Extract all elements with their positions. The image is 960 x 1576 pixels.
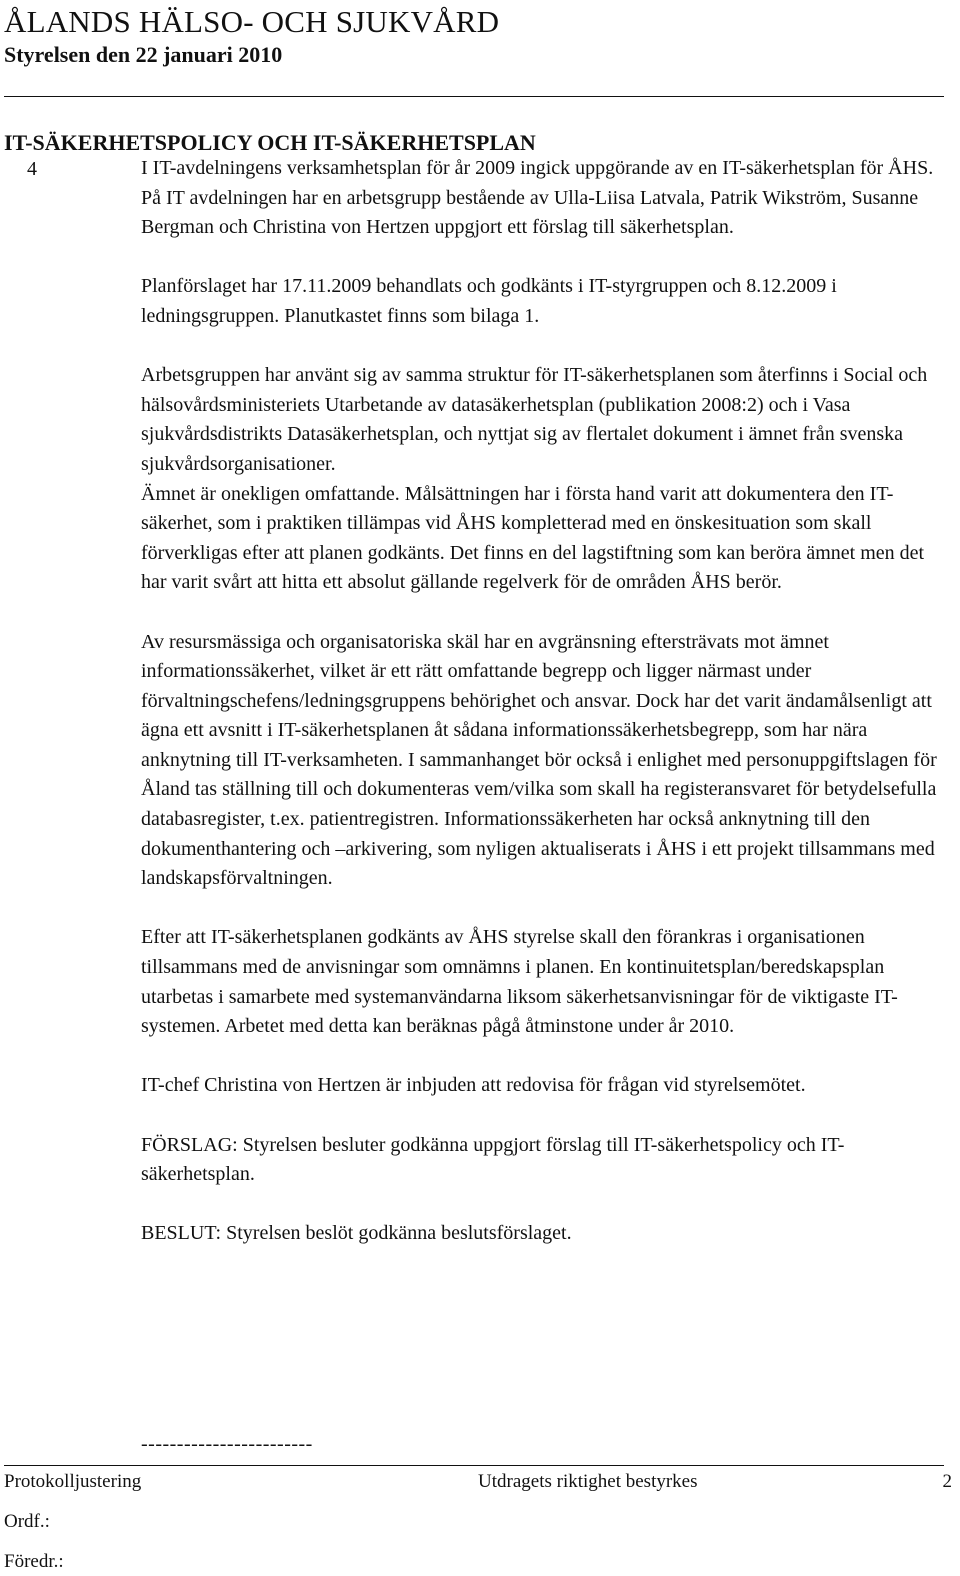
paragraph-delimitation: Av resursmässiga och organisatoriska skäl har en avgränsning eftersträvats mot ämnet informationssäkerhet, vilket är ett rätt omfattande begrepp och ligger närmast under förvaltningschefens/ledningsgruppens behörighet och ansvar. Dock har det varit ändamålsenligt att ägna ett avsnitt i IT-säkerhetsplanen åt sådana informationssäkerhetsbegrepp, som har nära anknytning till IT-verksamheten. I sammanhanget bör också i enlighet med personuppgiftslagen för Åland tas ställning till och dokumenteras vem/vilka som skall ha registeransvaret för betydelsefulla databasregister, t.ex. patientregistren. Informationssäkerheten har också anknytning till den dokumenthantering och –arkivering, som nyligen aktualiserats i ÅHS i ett projekt tillsammans med landskapsförvaltningen. [141, 630, 937, 890]
paragraph-background: I IT-avdelningens verksamhetsplan för år 2009 ingick uppgörande av en IT-säkerhetsplan för ÅHS. På IT avdelningen har en arbetsgrupp bestående av Ulla-Liisa Latvala, Patrik Wikström, Susanne Bergman och Christina von Hertzen uppgjort ett förslag till säkerhetsplan. [141, 157, 934, 239]
section-heading: IT-SÄKERHETSPOLICY OCH IT-SÄKERHETSPLAN [4, 130, 536, 155]
paragraph-approval: Planförslaget har 17.11.2009 behandlats och godkänts i IT-styrgruppen och 8.12.2009 i ledningsgruppen. Planutkastet finns som bilaga 1. [141, 275, 837, 327]
proposal-text: FÖRSLAG: Styrelsen besluter godkänna uppgjort förslag till IT-säkerhetspolicy och IT-säkerhetsplan. [141, 1133, 845, 1186]
meeting-date: Styrelsen den 22 januari 2010 [4, 42, 283, 67]
presenter-signature-label: Föredr.: [4, 1551, 64, 1572]
footer-divider [4, 1465, 944, 1466]
decision-separator: ------------------------ [141, 1433, 313, 1455]
header-divider [4, 96, 944, 97]
paragraph-presentation: IT-chef Christina von Hertzen är inbjuden att redovisa för frågan vid styrelsemötet. [141, 1074, 806, 1097]
footer-protocol-check: Protokolljustering [4, 1471, 142, 1492]
item-number: 4 [27, 158, 37, 180]
section-body [141, 154, 951, 1249]
organization-title: ÅLANDS HÄLSO- OCH SJUKVÅRD [4, 4, 500, 39]
paragraph-scope: Ämnet är onekligen omfattande. Målsättningen har i första hand varit att dokumentera den IT-säkerhet, som i praktiken tillämpas vid ÅHS kompletterad med en önskesituation som skall förverkligas efter att planen godkänts. Det finns en del lagstiftning som kan beröra ämnet men det har varit svårt att hitta ett absolut gällande regelverk för de områden ÅHS berör. [141, 482, 925, 594]
footer-certification: Utdragets riktighet bestyrkes [478, 1471, 698, 1492]
chair-signature-label: Ordf.: [4, 1511, 50, 1532]
paragraph-structure: Arbetsgruppen har använt sig av samma struktur för IT-säkerhetsplanen som återfinns i Social och hälsovårdsministeriets Utarbetande av datasäkerhetsplan (publikation 2008:2) och i Vasa sjukvårdsdistrikts Datasäkerhetsplan, och nyttjat sig av flertalet dokument i ämnet från svenska sjukvårdsorganisationer. [141, 364, 928, 475]
decision-text: BESLUT: Styrelsen beslöt godkänna beslutsförslaget. [141, 1222, 572, 1245]
page-number: 2 [942, 1471, 952, 1492]
paragraph-next-steps: Efter att IT-säkerhetsplanen godkänts av ÅHS styrelse skall den förankras i organisationen tillsammans med de anvisningar som omnämns i planen. En kontinuitetsplan/beredskapsplan utarbetas i samarbete med systemanvändarna liksom säkerhetsanvisningar för de viktigaste IT-systemen. Arbetet med detta kan beräknas pågå åtminstone under år 2010. [141, 926, 898, 1038]
